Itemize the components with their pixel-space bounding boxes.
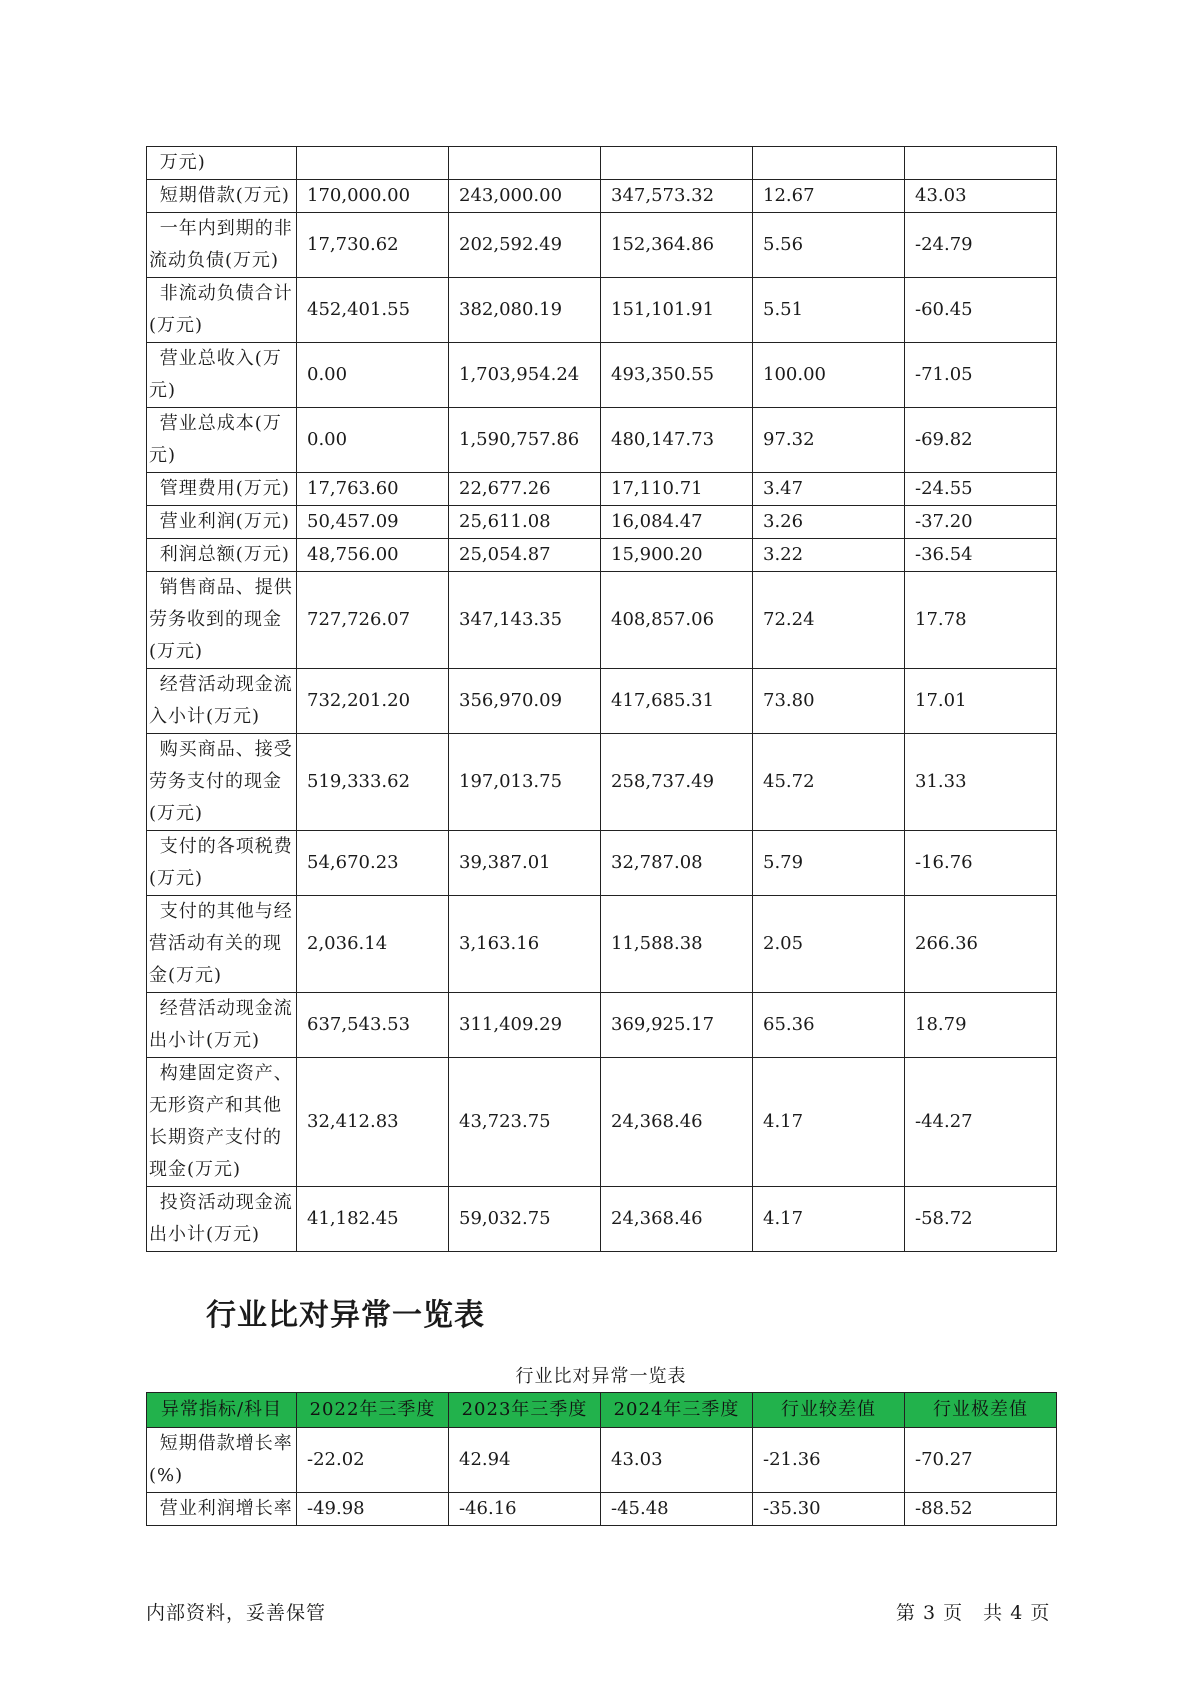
value-cell: 1,703,954.24 [449, 343, 601, 408]
value-cell: 11,588.38 [601, 896, 753, 993]
value-cell: 32,412.83 [297, 1058, 449, 1187]
row-label-line: 经营活动现金流 [159, 674, 293, 695]
row-label-cell [147, 1187, 297, 1252]
value-cell: 48,756.00 [297, 539, 449, 572]
table-row [147, 993, 1057, 1058]
value-cell: 243,000.00 [449, 180, 601, 213]
value-cell: 54,670.23 [297, 831, 449, 896]
value-cell: 25,611.08 [449, 506, 601, 539]
value-cell: -70.27 [905, 1428, 1057, 1493]
industry-comparison-table [146, 1392, 1057, 1526]
value-cell: 311,409.29 [449, 993, 601, 1058]
value-cell: 17,110.71 [601, 473, 753, 506]
table-row [147, 1187, 1057, 1252]
value-cell: 4.17 [753, 1058, 905, 1187]
row-label-line: (万元) [149, 868, 204, 889]
value-cell: -21.36 [753, 1428, 905, 1493]
row-label-line: 经营活动现金流 [159, 998, 293, 1019]
table-row [147, 734, 1057, 831]
row-label-cell [147, 993, 297, 1058]
table-row [147, 506, 1057, 539]
table-row [147, 343, 1057, 408]
row-label-line: 出小计(万元) [149, 1224, 261, 1245]
row-label-cell [147, 831, 297, 896]
value-cell: 202,592.49 [449, 213, 601, 278]
value-cell: 17.01 [905, 669, 1057, 734]
row-label-cell [147, 1058, 297, 1187]
value-cell: 347,143.35 [449, 572, 601, 669]
value-cell: 417,685.31 [601, 669, 753, 734]
row-label-line: 管理费用(万元) [159, 478, 290, 499]
value-cell: 382,080.19 [449, 278, 601, 343]
value-cell: 408,857.06 [601, 572, 753, 669]
value-cell: 1,590,757.86 [449, 408, 601, 473]
value-cell: 152,364.86 [601, 213, 753, 278]
row-label-line: 无形资产和其他 [149, 1095, 282, 1116]
row-label-line: 营业利润(万元) [159, 511, 290, 532]
value-cell: 43.03 [905, 180, 1057, 213]
row-label-line: 一年内到期的非 [159, 218, 293, 239]
section-title: 行业比对异常一览表 [206, 1298, 485, 1333]
row-label-cell [147, 734, 297, 831]
table-row [147, 896, 1057, 993]
value-cell: 72.24 [753, 572, 905, 669]
table-row [147, 473, 1057, 506]
table-row [147, 1058, 1057, 1187]
row-label-line: 非流动负债合计 [159, 283, 293, 304]
value-cell: 43,723.75 [449, 1058, 601, 1187]
value-cell: -16.76 [905, 831, 1057, 896]
table-row [147, 278, 1057, 343]
row-label-line: 短期借款(万元) [159, 185, 290, 206]
row-label-line: 金(万元) [149, 965, 223, 986]
row-label-line: 支付的各项税费 [159, 836, 293, 857]
row-label-line: 出小计(万元) [149, 1030, 261, 1051]
value-cell: 727,726.07 [297, 572, 449, 669]
value-cell: -37.20 [905, 506, 1057, 539]
value-cell: 17.78 [905, 572, 1057, 669]
column-header: 2022年三季度 [297, 1393, 449, 1428]
value-cell: 4.17 [753, 1187, 905, 1252]
value-cell: 100.00 [753, 343, 905, 408]
value-cell: -88.52 [905, 1493, 1057, 1526]
row-label-cell [147, 669, 297, 734]
value-cell: 97.32 [753, 408, 905, 473]
value-cell: 637,543.53 [297, 993, 449, 1058]
value-cell: 3,163.16 [449, 896, 601, 993]
row-label-line: 营业总收入(万 [159, 348, 282, 369]
row-label-line: 入小计(万元) [149, 706, 261, 727]
row-label-line: 劳务支付的现金 [149, 771, 282, 792]
column-header: 异常指标/科目 [147, 1393, 297, 1428]
row-label-line: 万元) [159, 152, 206, 173]
row-label-line: 支付的其他与经 [159, 901, 293, 922]
value-cell: 17,763.60 [297, 473, 449, 506]
value-cell: 39,387.01 [449, 831, 601, 896]
row-label-line: 流动负债(万元) [149, 250, 280, 271]
row-label-cell [147, 278, 297, 343]
table-caption: 行业比对异常一览表 [515, 1366, 687, 1387]
value-cell: 16,084.47 [601, 506, 753, 539]
value-cell: 59,032.75 [449, 1187, 601, 1252]
value-cell: 480,147.73 [601, 408, 753, 473]
row-label-cell [147, 408, 297, 473]
row-label-line: 元) [149, 380, 177, 401]
value-cell: 45.72 [753, 734, 905, 831]
row-label-cell [147, 572, 297, 669]
value-cell: 17,730.62 [297, 213, 449, 278]
value-cell: 369,925.17 [601, 993, 753, 1058]
value-cell: 519,333.62 [297, 734, 449, 831]
industry-comparison-body [147, 1428, 1057, 1526]
row-label-line: 营活动有关的现 [149, 933, 282, 954]
value-cell: -44.27 [905, 1058, 1057, 1187]
value-cell: -46.16 [449, 1493, 601, 1526]
value-cell: 2,036.14 [297, 896, 449, 993]
row-label-cell [147, 896, 297, 993]
table-row [147, 1493, 1057, 1526]
row-label-line: 现金(万元) [149, 1159, 242, 1180]
column-header: 2024年三季度 [601, 1393, 753, 1428]
table-row [147, 408, 1057, 473]
footer-confidential-note: 内部资料，妥善保管 [146, 1602, 327, 1624]
row-label-cell [147, 180, 297, 213]
value-cell: 5.51 [753, 278, 905, 343]
row-label-line: (万元) [149, 315, 204, 336]
financial-data-table [146, 146, 1057, 1252]
value-cell: 0.00 [297, 343, 449, 408]
table-row [147, 831, 1057, 896]
row-label-line: 利润总额(万元) [159, 544, 290, 565]
row-label-line: (%) [149, 1465, 184, 1486]
value-cell: 3.47 [753, 473, 905, 506]
row-label-cell [147, 539, 297, 572]
value-cell: 5.56 [753, 213, 905, 278]
column-header: 行业极差值 [905, 1393, 1057, 1428]
value-cell: -24.79 [905, 213, 1057, 278]
row-label-cell [147, 1428, 297, 1493]
header-row [147, 1393, 1057, 1428]
table-row [147, 147, 1057, 180]
column-header: 2023年三季度 [449, 1393, 601, 1428]
value-cell: 5.79 [753, 831, 905, 896]
value-cell: 22,677.26 [449, 473, 601, 506]
row-label-cell [147, 213, 297, 278]
row-label-line: 营业总成本(万 [159, 413, 282, 434]
table-row [147, 180, 1057, 213]
value-cell [905, 147, 1057, 180]
value-cell: 2.05 [753, 896, 905, 993]
footer-page-number: 第 3 页 共 4 页 [896, 1602, 1051, 1624]
row-label-line: 销售商品、提供 [159, 577, 293, 598]
row-label-line: 构建固定资产、 [159, 1063, 293, 1084]
table-row [147, 213, 1057, 278]
row-label-line: 元) [149, 445, 177, 466]
value-cell: -58.72 [905, 1187, 1057, 1252]
value-cell: 65.36 [753, 993, 905, 1058]
value-cell: 24,368.46 [601, 1187, 753, 1252]
table-row [147, 669, 1057, 734]
value-cell [753, 147, 905, 180]
value-cell: 41,182.45 [297, 1187, 449, 1252]
financial-data-body [147, 147, 1057, 1252]
value-cell: 3.22 [753, 539, 905, 572]
row-label-line: (万元) [149, 641, 204, 662]
value-cell: -49.98 [297, 1493, 449, 1526]
value-cell: 73.80 [753, 669, 905, 734]
value-cell: 258,737.49 [601, 734, 753, 831]
table-row [147, 1428, 1057, 1493]
value-cell: -24.55 [905, 473, 1057, 506]
value-cell: 24,368.46 [601, 1058, 753, 1187]
value-cell: 3.26 [753, 506, 905, 539]
value-cell [449, 147, 601, 180]
value-cell: 266.36 [905, 896, 1057, 993]
value-cell: 151,101.91 [601, 278, 753, 343]
value-cell [297, 147, 449, 180]
row-label-line: 长期资产支付的 [149, 1127, 282, 1148]
table-row [147, 539, 1057, 572]
value-cell: 25,054.87 [449, 539, 601, 572]
industry-comparison-header [147, 1393, 1057, 1428]
value-cell: 18.79 [905, 993, 1057, 1058]
value-cell: 31.33 [905, 734, 1057, 831]
row-label-cell [147, 473, 297, 506]
value-cell: 452,401.55 [297, 278, 449, 343]
value-cell: -45.48 [601, 1493, 753, 1526]
value-cell: 732,201.20 [297, 669, 449, 734]
value-cell: -22.02 [297, 1428, 449, 1493]
value-cell: 12.67 [753, 180, 905, 213]
value-cell: 170,000.00 [297, 180, 449, 213]
row-label-cell [147, 1493, 297, 1526]
value-cell: 493,350.55 [601, 343, 753, 408]
row-label-cell [147, 506, 297, 539]
value-cell: 42.94 [449, 1428, 601, 1493]
row-label-line: (万元) [149, 803, 204, 824]
value-cell: 197,013.75 [449, 734, 601, 831]
row-label-line: 短期借款增长率 [159, 1433, 293, 1454]
value-cell [601, 147, 753, 180]
value-cell: 0.00 [297, 408, 449, 473]
table-row [147, 572, 1057, 669]
row-label-line: 营业利润增长率 [159, 1498, 293, 1519]
value-cell: -35.30 [753, 1493, 905, 1526]
value-cell: -60.45 [905, 278, 1057, 343]
value-cell: -36.54 [905, 539, 1057, 572]
row-label-line: 劳务收到的现金 [149, 609, 282, 630]
value-cell: 43.03 [601, 1428, 753, 1493]
value-cell: 347,573.32 [601, 180, 753, 213]
value-cell: 356,970.09 [449, 669, 601, 734]
value-cell: -71.05 [905, 343, 1057, 408]
value-cell: 15,900.20 [601, 539, 753, 572]
value-cell: 50,457.09 [297, 506, 449, 539]
row-label-cell [147, 147, 297, 180]
row-label-line: 投资活动现金流 [159, 1192, 293, 1213]
column-header: 行业较差值 [753, 1393, 905, 1428]
value-cell: -69.82 [905, 408, 1057, 473]
row-label-line: 购买商品、接受 [159, 739, 293, 760]
value-cell: 32,787.08 [601, 831, 753, 896]
row-label-cell [147, 343, 297, 408]
